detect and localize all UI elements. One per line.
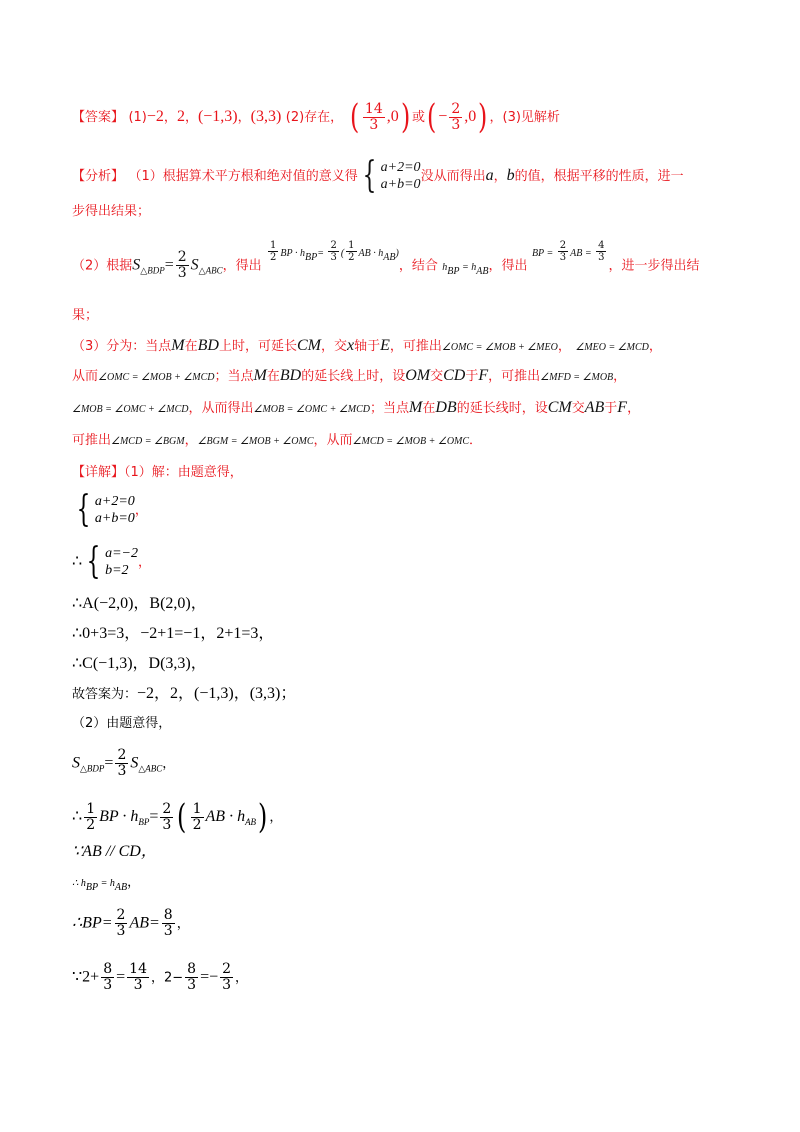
detail-line-part2: （2）由题意得， <box>72 716 172 731</box>
fraction: $\frac{14}{3}$ <box>129 961 147 993</box>
fraction: $\frac{8}{3}$ <box>187 961 197 993</box>
equation-system: a+2=0 a+b=0 <box>380 160 421 192</box>
answer-tag: 【答案】 <box>72 110 125 125</box>
fraction: $\frac{2}{3}$ <box>117 747 127 779</box>
equation-system: a=−2 b=2 <box>105 546 138 578</box>
small-bp-formula: BP = $\frac{2}{3}$ AB = $\frac{4}{3}$ <box>531 240 605 263</box>
small-h-equality: $h_{BP} = h_{AB}$ <box>442 261 489 277</box>
analysis-line-1: 【分析】 （1）根据算术平方根和绝对值的意义得 { a+2=0 a+b=0 没从而得出a，b的值，根据平移的性质，进一 <box>72 155 684 196</box>
detail-line-translation: ∴0+3=3，−2+1=−1，2+1=3， <box>72 625 275 642</box>
detail-system-2: ∴ { a=−2 b=2 ， <box>72 541 152 582</box>
detail-coordinates: ∵2+ $\frac{8}{3}$ = $\frac{14}{3}$ ，2− $\frac{8}{3}$ =− $\frac{2}{3}$ ， <box>72 961 249 993</box>
fraction: $\frac{1}{2}$ <box>192 800 202 833</box>
fraction: $\frac{2}{3}$ <box>177 249 187 281</box>
fraction: $\frac{2}{3}$ <box>162 800 172 833</box>
detail-h-equal: ∴ $h_{BP} = h_{AB}$， <box>72 875 141 893</box>
analysis-tag: 【分析】 <box>72 169 125 184</box>
fraction: $\frac{14}{3}$ <box>364 100 383 133</box>
detail-system-1: { a+2=0 a+b=0 ， <box>76 489 148 530</box>
analysis-line-6: 从而∠OMC = ∠MOB + ∠MCD；当点M在BD的延长线上时，设OM交CD于F，可推出∠MFD = ∠MOB， <box>72 367 627 384</box>
detail-line-1: 【详解】（1）解：由题意得， <box>72 465 243 480</box>
analysis-line-2: 步得出结果； <box>72 204 151 219</box>
analysis-line-7: ∠MOB = ∠OMC + ∠MCD，从而得出∠MOB = ∠OMC + ∠MCD；当点M在DB的延长线时，设CM交AB于F， <box>72 399 641 416</box>
fraction: $\frac{2}{3}$ <box>222 961 232 993</box>
analysis-line-4: 果； <box>72 308 99 323</box>
fraction: $\frac{8}{3}$ <box>163 907 173 939</box>
fraction: $\frac{1}{2}$ <box>86 800 96 833</box>
analysis-line-8: 可推出∠MCD = ∠BGM，∠BGM = ∠MOB + ∠OMC，从而∠MCD = ∠MOB + ∠OMC． <box>72 433 483 448</box>
detail-area-equation: $S_{\triangle BDP}=$ $\frac{2}{3}$ $S_{\triangle ABC}$， <box>72 747 176 779</box>
small-formula: $\frac{1}{2}$ BP · $h_{BP}=$ $\frac{2}{3}$ ( $\frac{1}{2}$ AB · $h_{AB}$) <box>270 240 399 263</box>
fraction: $\frac{2}{3}$ <box>451 100 461 133</box>
fraction: $\frac{2}{3}$ <box>116 907 126 939</box>
detail-tag: 【详解】 <box>72 465 125 480</box>
detail-height-equation: ∴ $\frac{1}{2}$ BP · $h_{BP}=$ $\frac{2}{3}$ ( $\frac{1}{2}$ AB · $h_{AB}$) ， <box>72 797 283 837</box>
equation-system: a+2=0 a+b=0 <box>94 494 135 526</box>
detail-bp-value: ∴BP= $\frac{2}{3}$ AB= $\frac{8}{3}$ ， <box>72 907 190 939</box>
detail-line-points-ab: ∴A(−2,0)，B(2,0)， <box>72 595 207 612</box>
analysis-line-3: （2）根据$S_{\triangle BDP}=$ $\frac{2}{3}$ $S_{\triangle ABC}$，得出 $\frac{1}{2}$ BP · $h_{BP}=$ $\frac{2}{3}$ ( $\frac{1}{2}$ AB · $h_{AB}$)，结合 $h_{BP} = h_{AB}$，得出 BP = $\frac{2}{3}$ AB = $\frac{4}{3}$ ，进一步得出结 <box>72 240 700 281</box>
analysis-line-5: （3）分为：当点M在BD上时，可延长CM，交x轴于E，可推出∠OMC = ∠MOB + ∠MEO， ∠MEO = ∠MCD， <box>72 337 662 354</box>
fraction: $\frac{8}{3}$ <box>103 961 113 993</box>
answer-line: 【答案】 (1)−2，2，(−1,3)，(3,3) (2)存在， ( $\frac{14}{3}$ ,0) 或( − $\frac{2}{3}$ ,0) ，(3)见解析 <box>72 97 560 137</box>
detail-parallel: ∵AB // CD， <box>72 843 157 860</box>
detail-line-answer: 故答案为：−2，2，(−1,3)，(3,3)； <box>72 685 297 702</box>
detail-line-points-cd: ∴C(−1,3)，D(3,3)， <box>72 655 207 672</box>
